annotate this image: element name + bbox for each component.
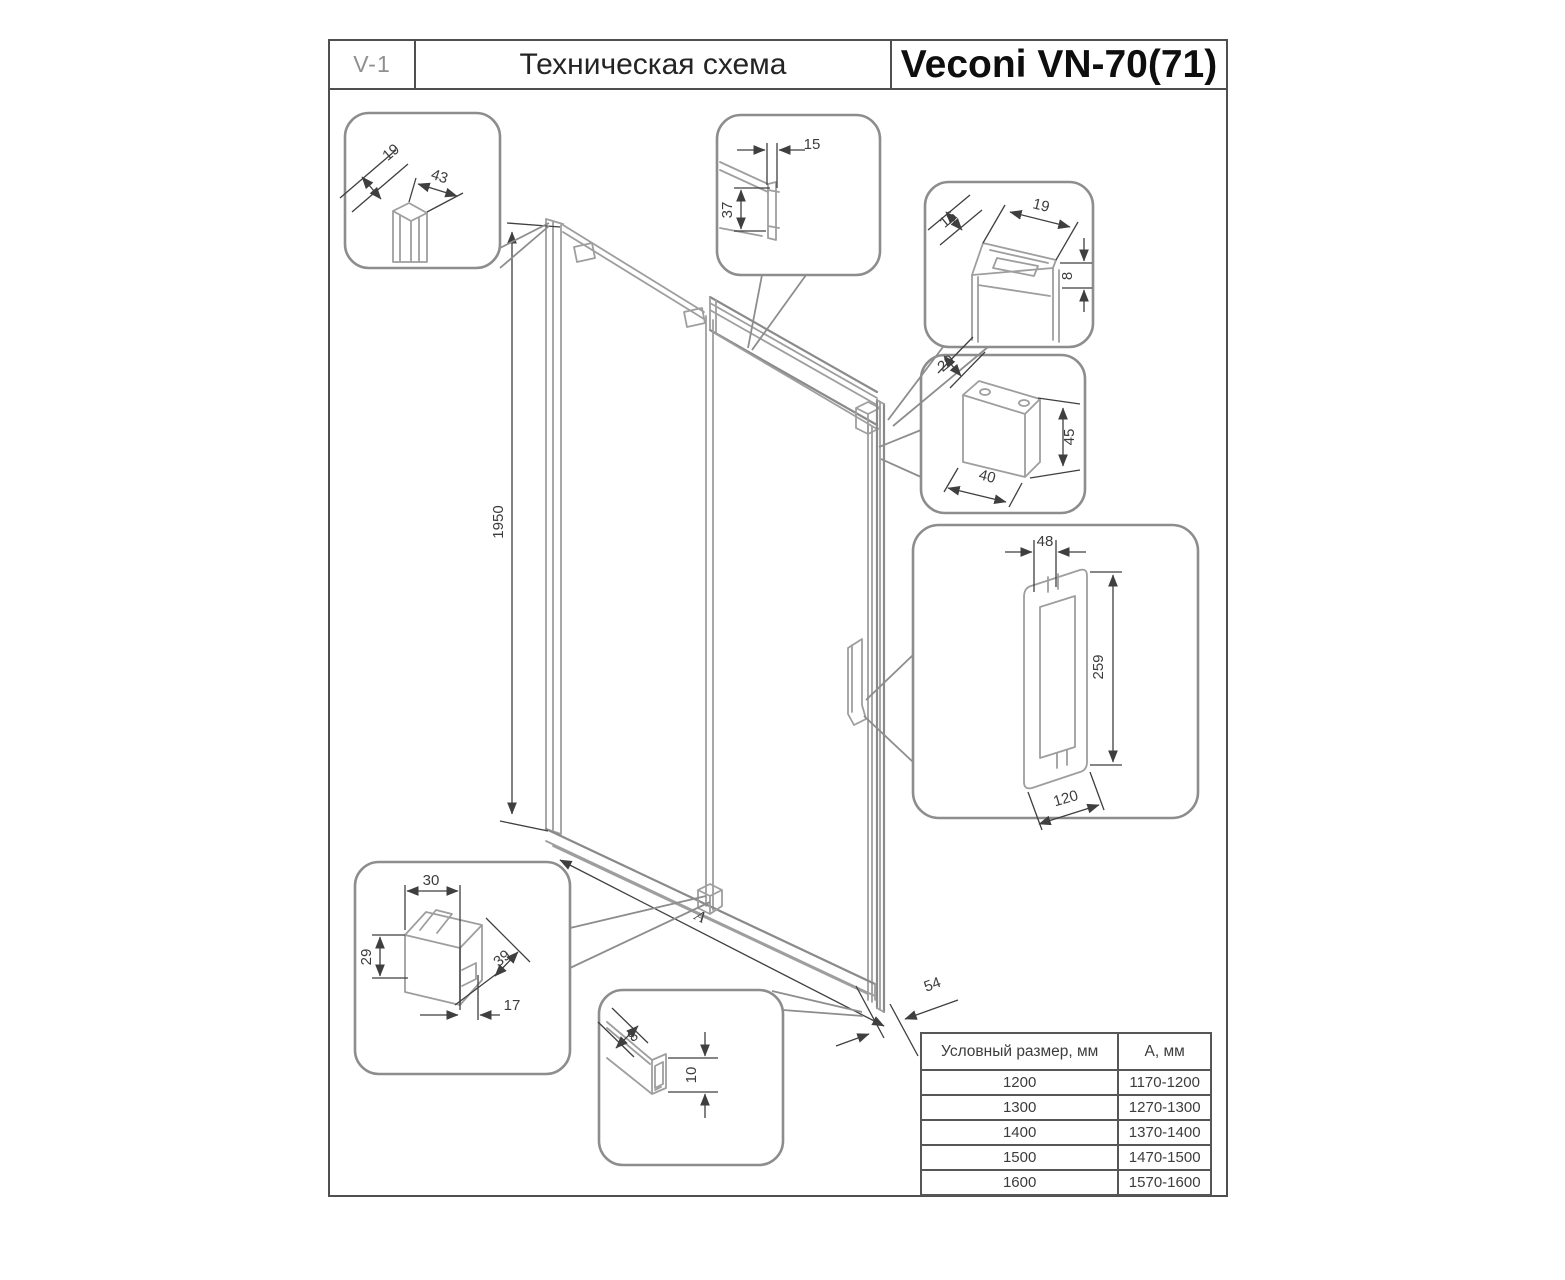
dim-label: 48 [1036, 533, 1054, 550]
dim-label: 259 [1090, 654, 1107, 680]
fixed-glass-panel [563, 225, 705, 327]
bubble-glass-holder [925, 182, 1093, 347]
bubble-bottom-guide [355, 862, 570, 1074]
dim-label: 37 [719, 201, 736, 219]
range-cell: 1470-1500 [1118, 1145, 1211, 1170]
table-row [921, 1070, 1211, 1095]
size-cell: 1400 [921, 1120, 1118, 1145]
dim-label: 19 [1030, 195, 1052, 216]
door-handle [848, 639, 866, 725]
dim-label: 19 [379, 140, 403, 165]
range-cell: 1370-1400 [1118, 1120, 1211, 1145]
dim-label: 10 [683, 1066, 700, 1084]
dim-label-depth: 54 [921, 973, 944, 996]
range-cell: 1270-1300 [1118, 1095, 1211, 1120]
table-row [921, 1095, 1211, 1120]
size-cell: 1200 [921, 1070, 1118, 1095]
callout-bubbles [345, 113, 1198, 1165]
sheet-code: V-1 [330, 41, 416, 88]
dim-label-width: А [691, 907, 709, 927]
dim-label: 15 [803, 136, 821, 153]
size-cell: 1300 [921, 1095, 1118, 1120]
size-table-header-row [921, 1033, 1211, 1070]
table-row [921, 1170, 1211, 1195]
size-table [920, 1032, 1212, 1196]
model-name: Veconi VN-70(71) [890, 41, 1226, 88]
size-table-col2-header: А, мм [1118, 1033, 1211, 1070]
size-cell: 1500 [921, 1145, 1118, 1170]
dim-label: 8 [1059, 271, 1076, 281]
size-table-col1-header: Условный размер, мм [921, 1033, 1118, 1070]
dim-label: 45 [1061, 428, 1078, 446]
dim-label: 39 [490, 946, 514, 971]
dim-label: 16 [936, 207, 960, 232]
dimension-height-1950 [490, 223, 560, 831]
dim-label-height: 1950 [490, 505, 507, 539]
dim-label: 17 [503, 997, 521, 1014]
left-wall-profile [546, 219, 563, 834]
range-cell: 1570-1600 [1118, 1170, 1211, 1195]
dim-label: 8 [624, 1027, 642, 1046]
dim-label: 29 [358, 948, 375, 966]
right-wall-profile [877, 400, 884, 1012]
dim-label: 20 [934, 351, 958, 376]
bubble-wall-profile [345, 113, 500, 268]
sheet-title: Техническая схема [519, 47, 787, 81]
dim-label: 40 [976, 466, 998, 488]
dim-label: 120 [1051, 787, 1081, 811]
size-cell: 1600 [921, 1170, 1118, 1195]
shower-door-assembly [546, 219, 884, 1012]
table-row [921, 1145, 1211, 1170]
dim-label: 43 [428, 166, 450, 188]
top-rail [710, 297, 877, 429]
range-cell: 1170-1200 [1118, 1070, 1211, 1095]
dim-label: 30 [422, 872, 440, 889]
table-row [921, 1120, 1211, 1145]
